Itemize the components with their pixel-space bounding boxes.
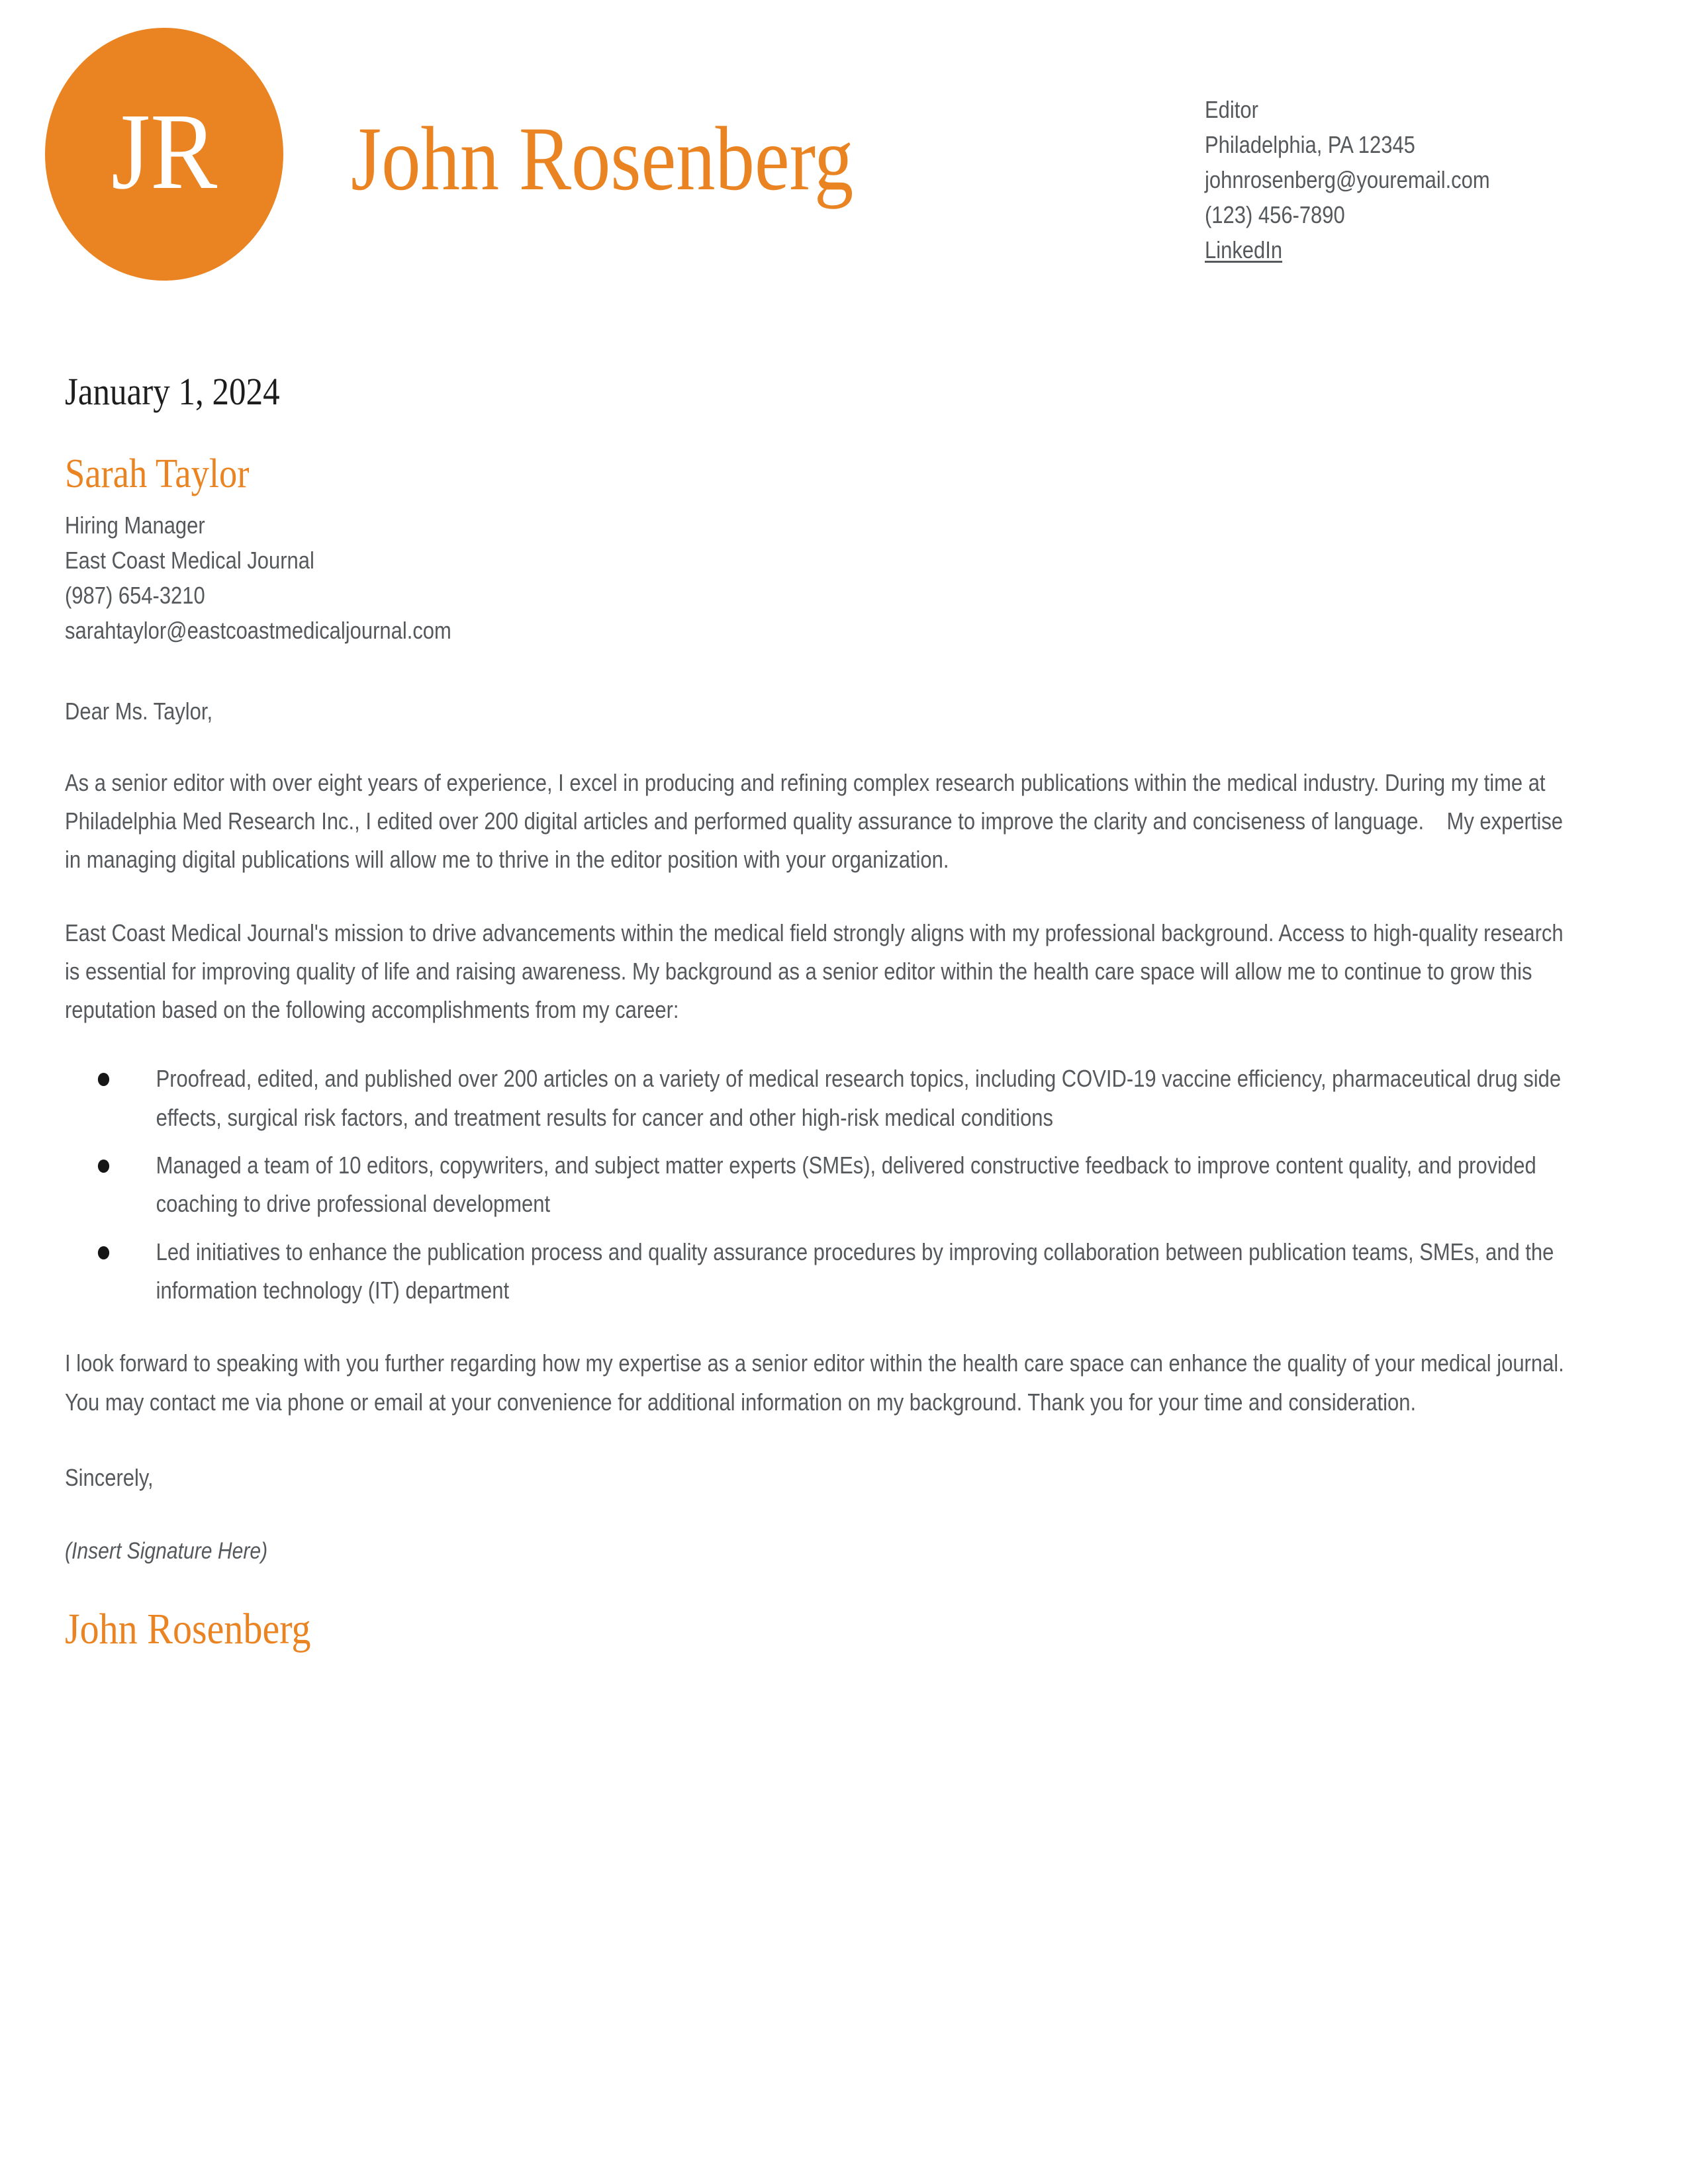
recipient-organization: East Coast Medical Journal xyxy=(65,546,314,574)
letter-header xyxy=(0,0,1688,311)
list-item-text: Managed a team of 10 editors, copywriters, and subject matter experts (SMEs), delivered constructive feedback to improve content quality, and provided coaching to drive professional development xyxy=(156,1152,1536,1218)
letter-paragraph-2: East Coast Medical Journal's mission to drive advancements within the medical field strongly aligns with my professional background. Access to high-quality research is essential for improving quality of life and raising awareness. My background as a senior editor within the health care space will allow me to continue to grow this reputation based on the following accomplishments from my career: xyxy=(65,919,1570,1024)
letter-salutation: Dear Ms. Taylor, xyxy=(65,697,213,725)
recipient-name-heading: Sarah Taylor xyxy=(65,451,250,496)
linkedin-link[interactable]: LinkedIn xyxy=(1205,236,1283,263)
recipient-phone: (987) 654-3210 xyxy=(65,581,205,609)
bullet-dot-icon xyxy=(98,1073,109,1086)
list-item-text: Led initiatives to enhance the publication process and quality assurance procedures by improving collaboration between publication teams, SMEs, and the information technology (IT) department xyxy=(156,1238,1554,1304)
letter-body xyxy=(65,371,1581,1654)
list-item xyxy=(65,1146,1579,1224)
contact-job-title: Editor xyxy=(1205,96,1258,123)
recipient-email[interactable]: sarahtaylor@eastcoastmedicaljournal.com xyxy=(65,616,451,644)
letter-date: January 1, 2024 xyxy=(65,370,280,413)
monogram-initials: JR xyxy=(111,90,218,212)
applicant-name-heading: John Rosenberg xyxy=(351,108,854,209)
list-item-text: Proofread, edited, and published over 200 articles on a variety of medical research topics, including COVID-19 vaccine efficiency, pharmaceutical drug side effects, surgical risk factors, and treatment results for cancer and other high-risk medical conditions xyxy=(156,1065,1562,1131)
letter-closing-label: Sincerely, xyxy=(65,1463,154,1491)
list-item xyxy=(65,1233,1579,1310)
bullet-dot-icon xyxy=(98,1246,109,1259)
signature-placeholder: (Insert Signature Here) xyxy=(65,1537,268,1564)
letter-closing-paragraph: I look forward to speaking with you further regarding how my expertise as a senior editor within the health care space can enhance the quality of your medical journal. You may contact me via phone or email at your convenience for additional information on my background. Thank you for your time and consideration. xyxy=(65,1349,1570,1416)
bullet-dot-icon xyxy=(98,1160,109,1173)
contact-phone: (123) 456-7890 xyxy=(1205,201,1345,228)
contact-email[interactable]: johnrosenberg@youremail.com xyxy=(1205,165,1490,193)
monogram-avatar xyxy=(45,28,283,281)
recipient-details-block xyxy=(65,508,1368,649)
contact-linkedin-row xyxy=(1205,233,1581,268)
letter-paragraph-1: As a senior editor with over eight years of experience, I excel in producing and refining complex research publications within the medical industry. During my time at Philadelphia Med Research Inc., I edited over 200 digital articles and performed quality assurance to improve the clarity and conciseness of language. My expertise in managing digital publications will allow me to thrive in the editor position with your organization. xyxy=(65,768,1569,874)
contact-info-block xyxy=(1205,93,1581,268)
recipient-title: Hiring Manager xyxy=(65,511,205,539)
accomplishments-list xyxy=(65,1060,1579,1310)
signature-name: John Rosenberg xyxy=(65,1605,311,1654)
list-item xyxy=(65,1060,1579,1137)
contact-location: Philadelphia, PA 12345 xyxy=(1205,130,1415,158)
